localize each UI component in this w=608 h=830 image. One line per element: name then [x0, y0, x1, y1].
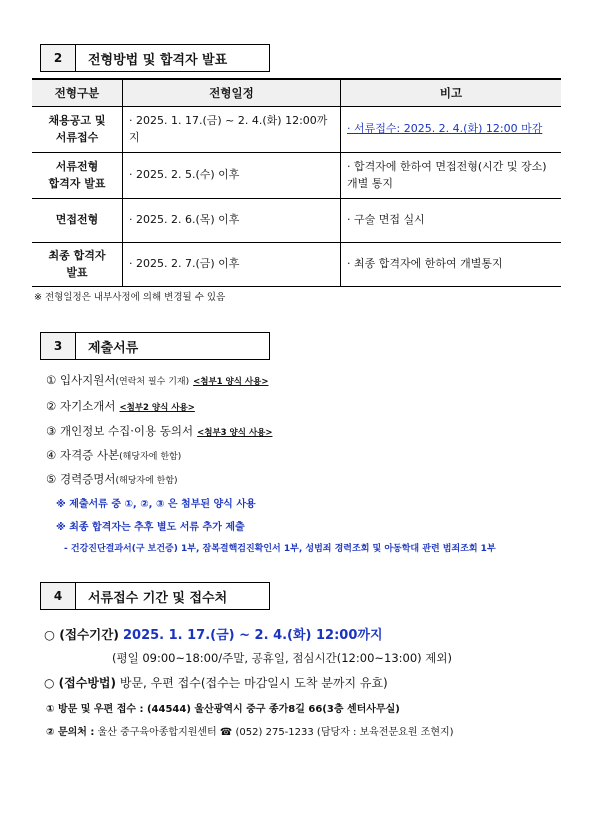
table-row: [32, 243, 561, 287]
section-number: 3: [40, 332, 76, 360]
section-3-header: [40, 332, 270, 360]
section-title: 서류접수 기간 및 접수처: [76, 582, 270, 610]
apply-period: ○ (접수기간) 2025. 1. 17.(금) ~ 2. 4.(화) 12:00까지: [44, 627, 383, 643]
section-title: 전형방법 및 합격자 발표: [76, 44, 270, 72]
list-item: ③ 개인정보 수집·이용 동의서 <첨부3 양식 사용>: [46, 424, 273, 438]
apply-contact: ② 문의처 : 울산 중구육아종합지원센터 ☎ (052) 275-1233 (담당자 : 보육전문요원 조현지): [46, 727, 454, 738]
col-header: 전형구분: [32, 79, 123, 107]
cell-category: 최종 합격자 발표: [32, 243, 123, 287]
cell-date: · 2025. 2. 7.(금) 이후: [123, 243, 341, 287]
col-header: 비고: [341, 79, 562, 107]
doc-note: ※ 제출서류 중 ①, ②, ③ 은 첨부된 양식 사용: [56, 499, 256, 510]
list-item: ⑤ 경력증명서(해당자에 한함): [46, 472, 178, 486]
table-row: [32, 199, 561, 243]
list-item: ① 입사지원서(연락처 필수 기재) <첨부1 양식 사용>: [46, 373, 269, 387]
list-item: ④ 자격증 사본(해당자에 한함): [46, 448, 182, 462]
apply-period-note: (평일 09:00~18:00/주말, 공휴일, 점심시간(12:00~13:00) 제외): [112, 651, 453, 665]
section-2-header: [40, 44, 270, 72]
table-row: [32, 153, 561, 199]
cell-category: 면접전형: [32, 199, 123, 243]
cell-category: 채용공고 및 서류접수: [32, 107, 123, 153]
col-header: 전형일정: [123, 79, 341, 107]
table-header-row: [32, 79, 561, 107]
doc-note: - 건강진단결과서(구 보건증) 1부, 잠복결핵검진확인서 1부, 성범죄 경력조회 및 아동학대 관련 범죄조회 1부: [64, 544, 496, 554]
schedule-table: [32, 78, 561, 287]
cell-note: · 서류접수: 2025. 2. 4.(화) 12:00 마감: [341, 107, 562, 153]
cell-note: · 합격자에 한하여 면접전형(시간 및 장소) 개별 통지: [341, 153, 562, 199]
section-number: 4: [40, 582, 76, 610]
cell-note: · 구술 면접 실시: [341, 199, 562, 243]
cell-date: · 2025. 1. 17.(금) ~ 2. 4.(화) 12:00까지: [123, 107, 341, 153]
cell-date: · 2025. 2. 5.(수) 이후: [123, 153, 341, 199]
list-item: ② 자기소개서 <첨부2 양식 사용>: [46, 399, 195, 413]
cell-date: · 2025. 2. 6.(목) 이후: [123, 199, 341, 243]
section-title: 제출서류: [76, 332, 270, 360]
apply-address: ① 방문 및 우편 접수 : (44544) 울산광역시 중구 종가8길 66(3층 센터사무실): [46, 704, 400, 715]
section-number: 2: [40, 44, 76, 72]
table-row: [32, 107, 561, 153]
cell-note: · 최종 합격자에 한하여 개별통지: [341, 243, 562, 287]
apply-method: ○ (접수방법) 방문, 우편 접수(접수는 마감일시 도착 분까지 유효): [44, 676, 388, 690]
section-4-header: [40, 582, 270, 610]
cell-category: 서류전형 합격자 발표: [32, 153, 123, 199]
doc-note: ※ 최종 합격자는 추후 별도 서류 추가 제출: [56, 522, 245, 533]
schedule-note: ※ 전형일정은 내부사정에 의해 변경될 수 있음: [34, 292, 226, 303]
